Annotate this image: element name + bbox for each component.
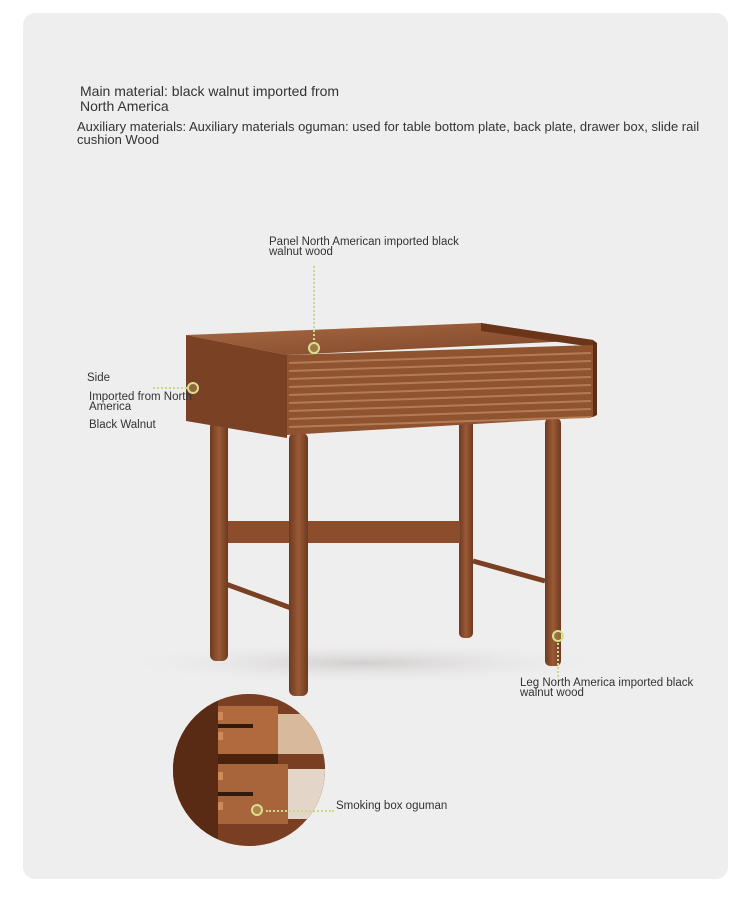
callout-dot-icon bbox=[552, 630, 564, 642]
panel-callout-label: Panel North American imported black walnut wood bbox=[269, 236, 459, 258]
drawer-box-callout-line bbox=[266, 810, 334, 812]
drawer-box-detail-image bbox=[173, 694, 325, 846]
leg-callout-label: Leg North America imported black walnut wood bbox=[520, 677, 694, 699]
side-callout-title: Side bbox=[87, 372, 111, 384]
walnut-desk-illustration bbox=[23, 13, 728, 879]
callout-dot-icon bbox=[187, 382, 199, 394]
panel-callout-line bbox=[313, 266, 315, 344]
product-detail-card bbox=[23, 13, 728, 879]
auxiliary-material-text: Auxiliary materials: Auxiliary materials oguman: used for table bottom plate, back plate, drawer box, slide rail cushion Wood bbox=[77, 119, 700, 147]
callout-dot-icon bbox=[251, 804, 263, 816]
main-material-text: Main material: black walnut imported from North America bbox=[80, 83, 340, 114]
side-callout-wood: Black Walnut bbox=[89, 419, 156, 431]
side-callout-line bbox=[153, 387, 187, 389]
leg-callout-line bbox=[557, 643, 559, 677]
callout-dot-icon bbox=[308, 342, 320, 354]
side-callout-origin: Imported from North America bbox=[89, 391, 192, 413]
drawer-box-callout-label: Smoking box oguman bbox=[336, 800, 448, 812]
drawer-box-illustration bbox=[173, 694, 325, 846]
